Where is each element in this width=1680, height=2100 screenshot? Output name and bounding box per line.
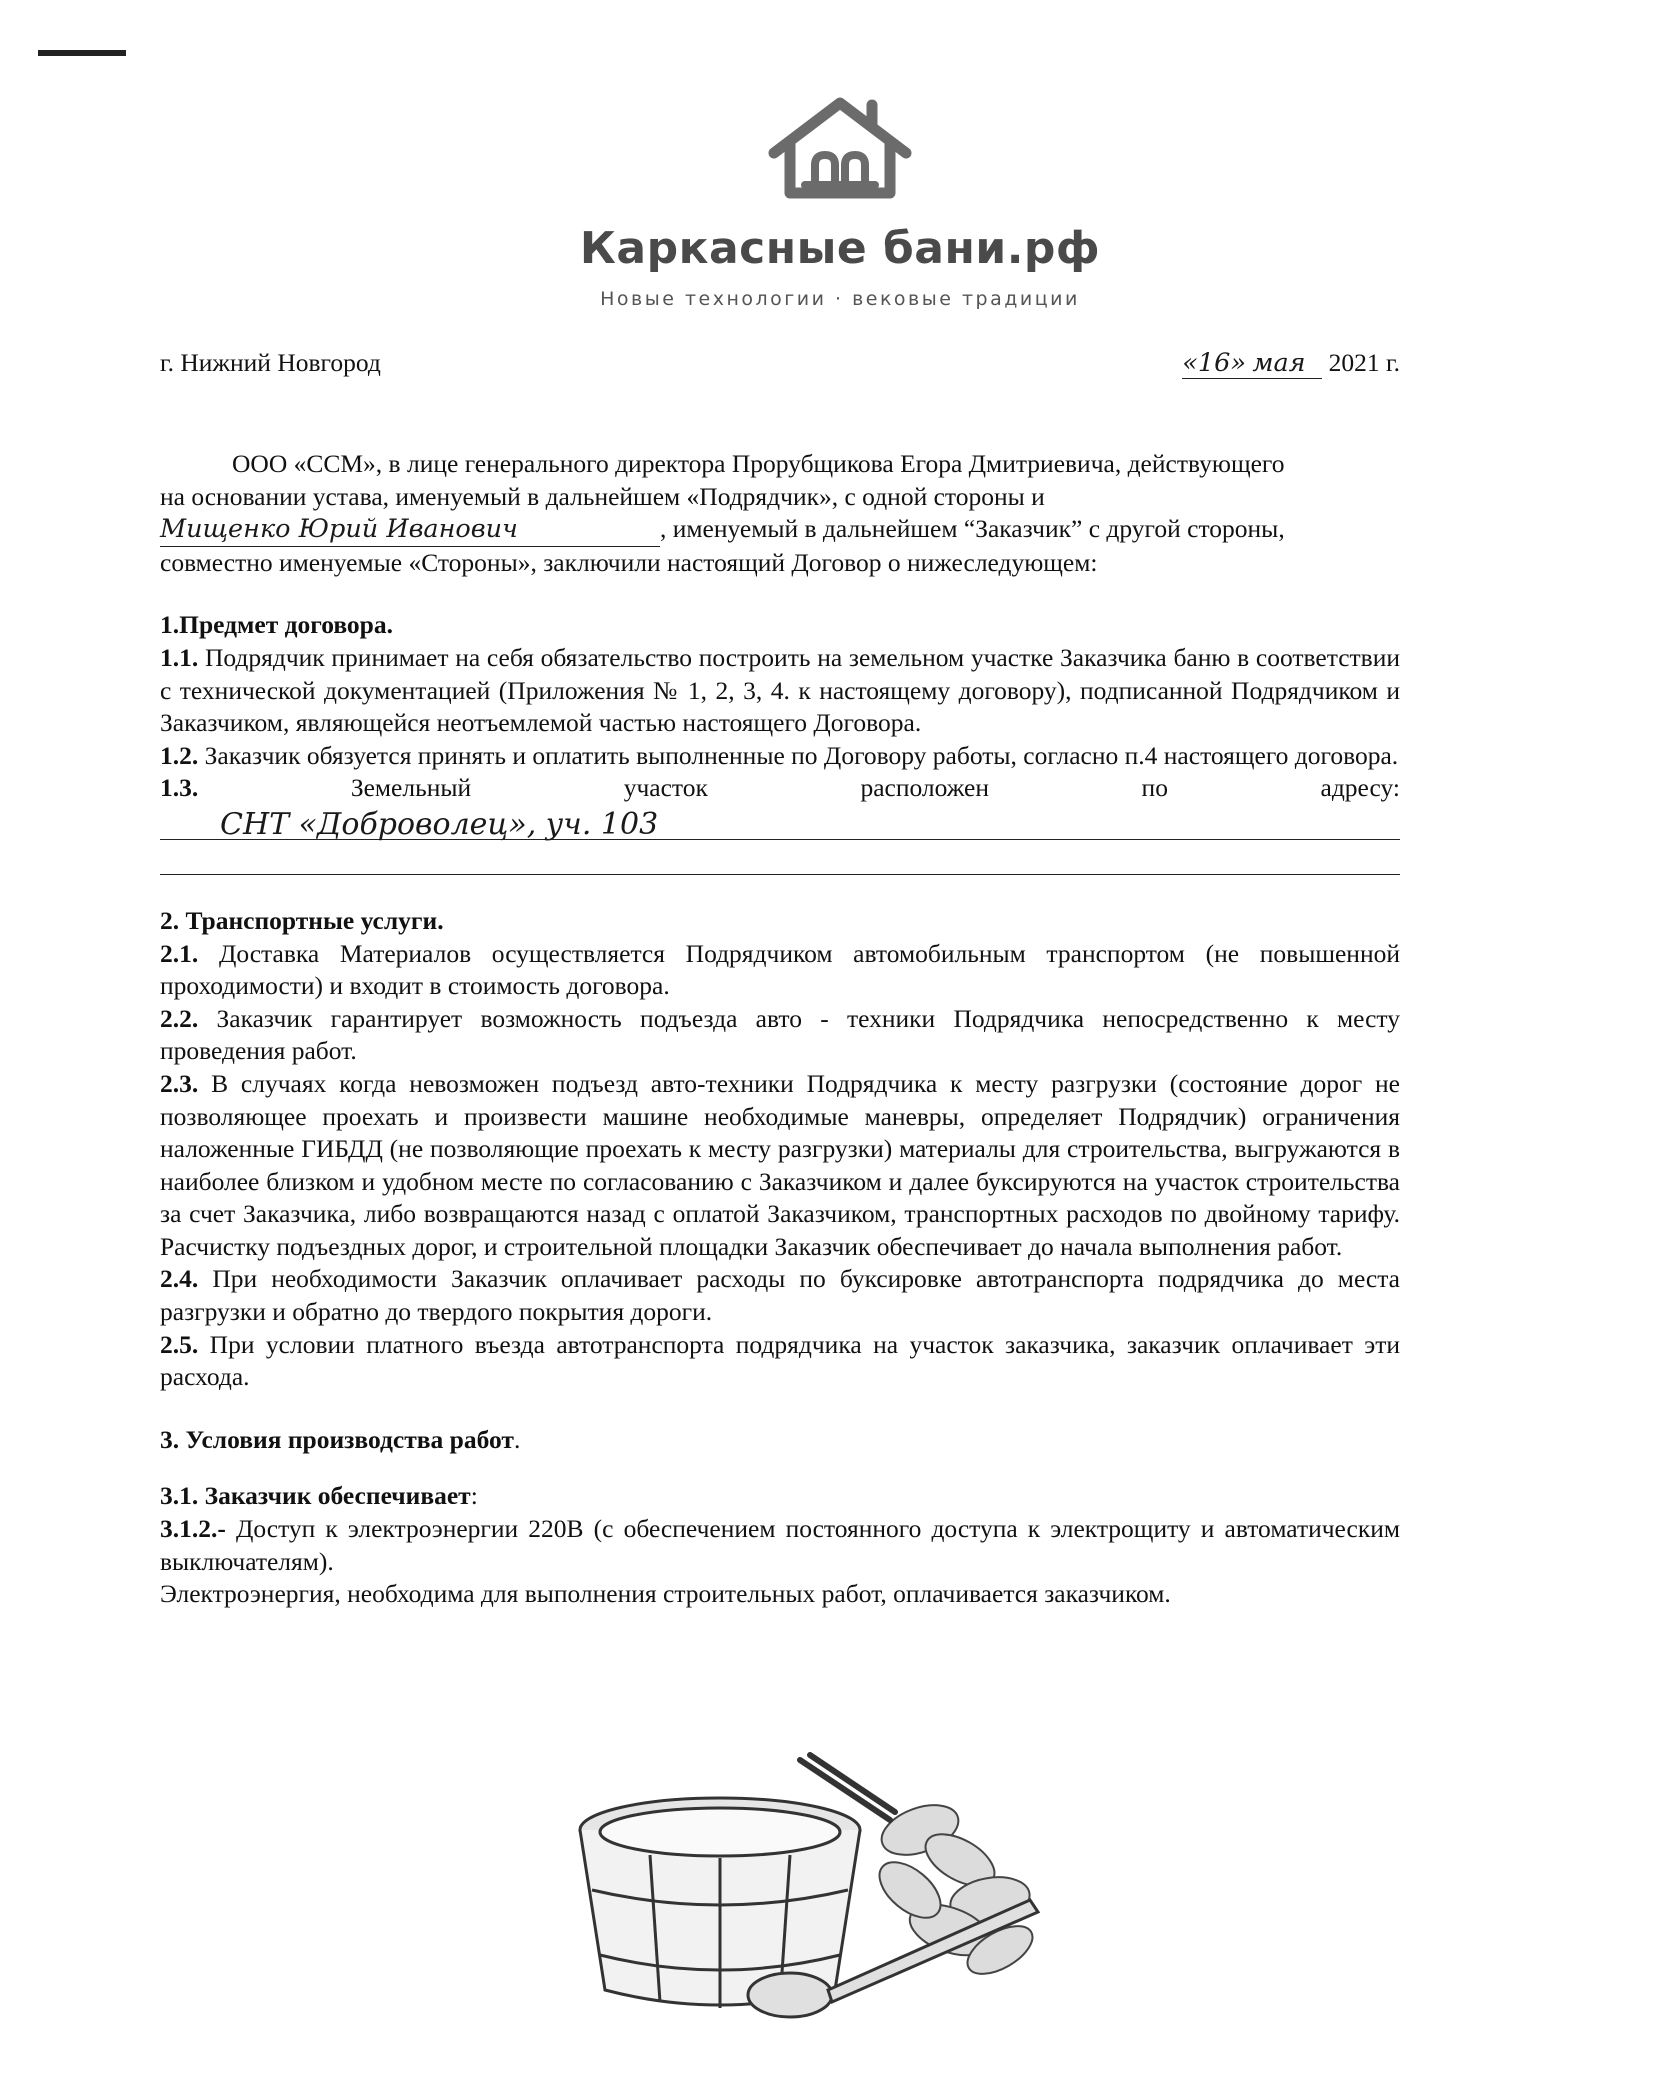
house-logo-icon [760,95,920,205]
city-date-line [160,348,1400,378]
scan-corner-mark [38,50,126,56]
intro-block [160,448,1400,1611]
date-day: «16» [1182,348,1246,378]
section-1-2: 1.2. Заказчик обязуется принять и оплатить выполненные по Договору работы, согласно п.4 настоящего договора. [160,740,1399,770]
brand-name: Каркасные бани.рф [579,223,1101,274]
section-1-3: 1.3. Земельный участок расположен по адресу: [160,773,1400,803]
section-3-title: 3. Условия производства работ. [160,1424,521,1454]
section-2-2: 2.2. Заказчик гарантирует возможность подъезда авто - техники Подрядчика непосредственно к месту проведения работ. [160,1003,1400,1066]
sauna-bucket-broom-ladle-icon [560,1740,1120,2040]
address-handwritten: СНТ «Доброволец», уч. 103 [220,806,659,842]
address-line-2 [160,844,1400,875]
intro-line-3 [160,513,1400,547]
intro-line-1: ООО «ССМ», в лице генерального директора Прорубщикова Егора Дмитриевича, действующего [232,449,1285,478]
section-2-1: 2.1. Доставка Материалов осуществляется Подрядчиком автомобильным транспортом (не повышенной проходимости) и входит в стоимость договора. [160,938,1400,1001]
section-2-4: 2.4. При необходимости Заказчик оплачивает расходы по буксировке автотранспорта подрядчика до места разгрузки и обратно до твердого покрытия дороги. [160,1264,1400,1327]
section-2-5: 2.5. При условии платного въезда автотранспорта подрядчика на участок заказчика, заказчик оплачивает эти расхода. [160,1329,1400,1392]
section-3-1-2: 3.1.2.- Доступ к электроэнергии 220В (с обеспечением постоянного доступа к электрощиту и автоматическим выключателям). [160,1514,1400,1576]
section-3-electricity: Электроэнергия, необходима для выполнения строительных работ, оплачивается заказчиком. [160,1579,1171,1609]
contract-date [1182,348,1400,379]
brand-tagline: Новые технологии · вековые традиции [600,288,1080,310]
date-year: 2021 г. [1328,348,1400,377]
section-3-1-title: 3.1. Заказчик обеспечивает: [160,1481,478,1511]
section-1-title: 1.Предмет договора. [160,610,393,640]
intro-line-3-rest: , именуемый в дальнейшем “Заказчик” с другой стороны, [660,514,1285,544]
date-month: мая [1252,348,1306,378]
sauna-illustration [560,1740,1120,2045]
city: г. Нижний Новгород [160,348,381,377]
section-1-1: 1.1. Подрядчик принимает на себя обязательство построить на земельном участке Заказчика баню в соответствии с технической документацией (Приложения № 1, 2, 3, 4. к настоящему договору), подписанной Подрядчиком и Заказчиком, являющейся неотъемлемой частью настоящего Договора. [160,642,1400,738]
brand-logo [0,95,1680,310]
intro-line-2: на основании устава, именуемый в дальнейшем «Подрядчик», с одной стороны и [160,481,1045,511]
address-line-1 [160,806,1400,842]
section-2-3: 2.3. В случаях когда невозможен подъезд авто-техники Подрядчика к месту разгрузки (состояние дорог не позволяющее проехать и произвести машине необходимые маневры, определяет Подрядчик) ограничения наложенные ГИБДД (не позволяющие проехать к месту разгрузки) материалы для строительства, выгружаются в наиболее близком и удобном месте по согласованию с Заказчиком и далее буксируются на участок строительства за счет Заказчика, либо возвращаются назад с оплатой Заказчиком, транспортных расходов по двойному тарифу. Расчистку подъездных дорог, и строительной площадки Заказчик обеспечивает до начала выполнения работ. [160,1068,1400,1261]
section-2-title: 2. Транспортные услуги. [160,905,444,935]
intro-line-4: совместно именуемые «Стороны», заключили настоящий Договор о нижеследующем: [160,547,1098,577]
customer-name: Мищенко Юрий Иванович [160,513,660,547]
